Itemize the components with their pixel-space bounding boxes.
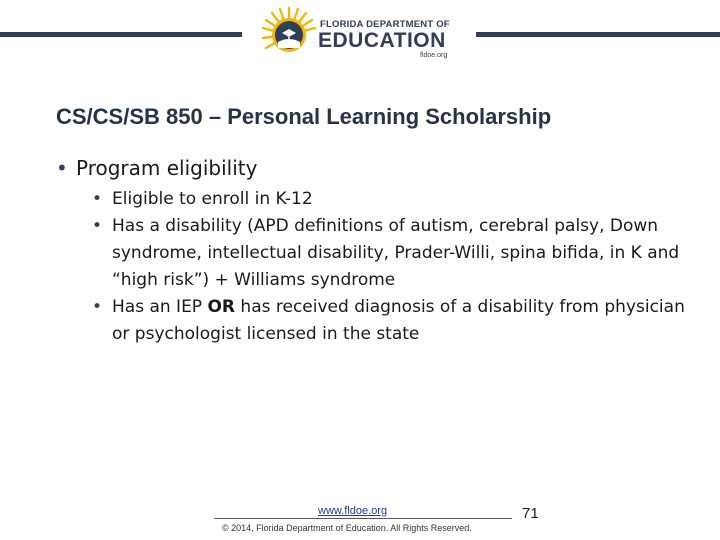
slide-content bbox=[56, 150, 696, 348]
fldoe-logo bbox=[262, 6, 462, 66]
sub-bullet bbox=[92, 294, 696, 348]
footer-copyright: © 2014, Florida Department of Education. All Rights Reserved. bbox=[222, 523, 472, 533]
page-number: 71 bbox=[522, 505, 539, 522]
footer-divider bbox=[214, 518, 512, 519]
sub-bullet-text-bold: OR bbox=[207, 297, 236, 317]
sub-bullet-text bbox=[112, 294, 696, 348]
bullet-dot-icon: • bbox=[92, 189, 103, 209]
bullet-dot-icon: • bbox=[92, 297, 103, 317]
sub-bullet-text: Eligible to enroll in K-12 bbox=[112, 189, 313, 209]
header-rule-left bbox=[0, 32, 242, 37]
sub-bullet bbox=[92, 186, 696, 213]
sub-bullet-text: Has a disability (APD definitions of autism, cerebral palsy, Down syndrome, intellectual disability, Prader-Willi, spina bifida, in K and “high risk”) + Williams syndrome bbox=[112, 216, 680, 290]
bullet-dot-icon: • bbox=[92, 216, 103, 236]
logo-top-text: FLORIDA DEPARTMENT OF bbox=[320, 19, 450, 30]
slide-title: CS/CS/SB 850 – Personal Learning Scholarship bbox=[56, 104, 552, 129]
footer-website-link[interactable]: www.fldoe.org bbox=[318, 505, 388, 517]
main-bullet-text: Program eligibility bbox=[76, 156, 258, 180]
sub-bullet bbox=[92, 213, 696, 294]
sub-bullet-list bbox=[56, 186, 696, 348]
header-rule-right bbox=[476, 32, 720, 37]
main-bullet bbox=[56, 150, 696, 186]
bullet-dot-icon: • bbox=[56, 156, 68, 180]
sub-bullet-text-pre: Has an IEP bbox=[112, 297, 208, 317]
logo-url-text: fldoe.org bbox=[420, 52, 448, 59]
sub-bullet-text-post: has received diagnosis of a disability from physician or psychologist licensed in the state bbox=[112, 297, 685, 344]
logo-main-text: EDUCATION bbox=[318, 29, 446, 52]
sun-seal-icon bbox=[262, 6, 322, 66]
